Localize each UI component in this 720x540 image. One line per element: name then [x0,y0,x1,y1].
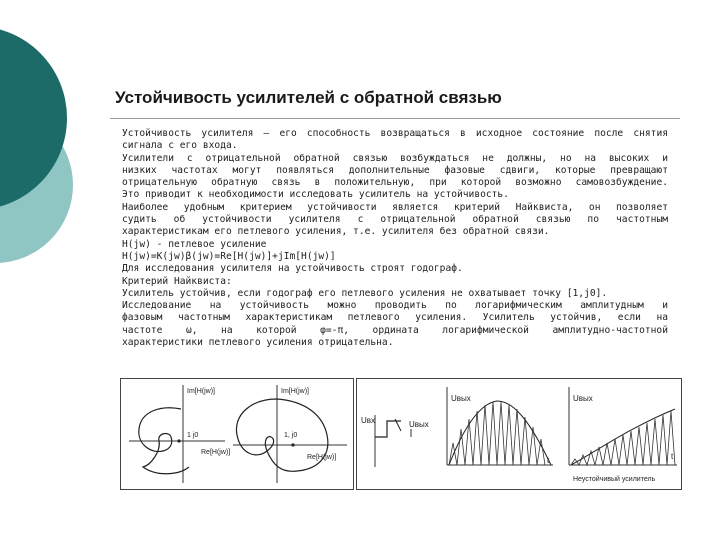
output-label: Uвых [409,420,429,429]
input-label: Uвх [361,416,376,425]
body-line: Это приводит к необходимости исследовать усилитель на устойчивость. [122,189,509,201]
point-label-1: 1 j0 [187,432,199,439]
body-line: частоте ω, на которой φ=-π, ордината логарифмической амплитудно-частотной [122,324,668,336]
body-line: Критерий Найквиста: [122,275,232,287]
re-label-2: Re[H(jw)] [307,454,337,461]
body-line: Наиболее удобным критерием устойчивости является критерий Найквиста, он позволяет [122,201,668,213]
osc2-oscillation [571,411,675,465]
unstable-amplifier-figure [356,378,682,490]
title-divider [110,118,680,119]
body-line: Исследование на устойчивость можно проводить по логарифмическим амплитудным и [122,300,668,312]
body-line: Для исследования усилителя на устойчивость строят годограф. [122,263,463,275]
body-line: низких частотах могут появляться дополнительные фазовые сдвиги, которые превращают [122,164,668,176]
osc2-y-label: Uвых [573,394,593,403]
decorative-circles [0,0,90,300]
nyquist-hodograph-figure [120,378,354,490]
body-line: судить об устойчивости усилителя с отрицательной обратной связью по частотным [122,214,668,226]
point-marker-2 [291,443,294,446]
body-line: Устойчивость усилителя – его способность возвращаться в исходное состояние после снятия [122,128,668,139]
osc1-t-label: t [547,456,550,465]
re-label-1: Re[H(jw)] [201,449,231,456]
point-label-2: 1, j0 [284,432,298,439]
body-line: характеристики петлевого усиления отрицательна. [122,337,394,349]
im-label-2: Im[H(jw)] [281,388,309,395]
body-line: H(jw) - петлевое усиление [122,238,267,250]
body-line: фазовым частотным характеристикам петлевого усиления. Усилитель устойчив, если на [122,312,668,324]
point-marker-1 [177,439,180,442]
body-line: отрицательную обратную связь в положительную, при которой возможно самовозбуждение. [122,177,668,189]
im-label-1: Im[H(jw)] [187,388,215,395]
body-line: H(jw)=K(jw)β(jw)=Re[H(jw)]+jIm[H(jw)] [122,250,336,262]
osc1-y-label: Uвых [451,394,471,403]
body-line: сигнала с его входа. [122,140,238,152]
slide-body [122,128,668,349]
body-line: характеристикам его петлевого усиления, т.е. усилителя без обратной связи. [122,226,550,238]
body-line: Усилитель устойчив, если годограф его петлевого усиления не охватывает точку [1,j0]. [122,287,608,299]
slide-title: Устойчивость усилителей с обратной связью [115,88,502,107]
body-line: Усилители с отрицательной обратной связью возбуждаться не должны, но на высоких и [122,152,668,164]
figure-caption: Неустойчивый усилитель [573,476,656,483]
osc2-t-label: t [671,452,674,461]
